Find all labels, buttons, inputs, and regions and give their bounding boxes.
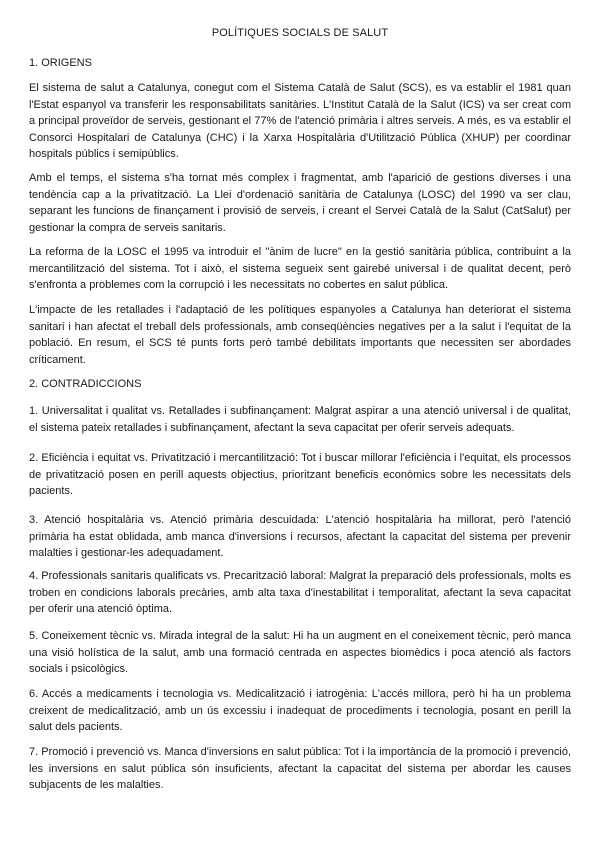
list-item: 5. Coneixement tècnic vs. Mirada integral de la salut: Hi ha un augment en el coneixement tècnic, però manca una visió holística de la salut, amb una formació centrada en aspectes biomèdics i poca atenció als factors socials i psicològics. <box>29 630 571 675</box>
section-heading-origens: 1. ORIGENS <box>29 57 92 69</box>
list-item: 2. Eficiència i equitat vs. Privatització i mercantilització: Tot i buscar millorar l'eficiència i l'equitat, els processos de privatització posen en perill aquests objectius, prioritzant beneficis econòmics sobre les necessitats dels pacients. <box>29 452 571 497</box>
list-item: 3. Atenció hospitalària vs. Atenció primària descuidada: L'atenció hospitalària ha millorat, però l'atenció primària ha estat oblidada, amb manca d'inversions i recursos, afectant la capacitat del sistema per prevenir malalties i gestionar-les adequadament. <box>29 514 571 559</box>
list-item: 1. Universalitat i qualitat vs. Retallades i subfinançament: Malgrat aspirar a una atenció universal i de qualitat, el sistema pateix retallades i subfinançament, afectant la seva capacitat per oferir serveis adequats. <box>29 405 571 434</box>
paragraph: La reforma de la LOSC el 1995 va introduir el "ànim de lucre" en la gestió sanitària pública, contribuint a la mercantilització del sistema. Tot i això, el sistema segueix sent gairebé universal i de qualitat decent, però s'enfronta a problemes com la corrupció i les necessitats no cobertes en salut pública. <box>29 246 571 291</box>
list-item: 4. Professionals sanitaris qualificats vs. Precarització laboral: Malgrat la preparació dels professionals, molts es troben en condicions laborals precàries, amb alta taxa d'inestabilitat i temporalitat, afectant la seva capacitat per oferir una atenció òptima. <box>29 570 571 615</box>
list-item: 7. Promoció i prevenció vs. Manca d'inversions en salut pública: Tot i la importància de la promoció i prevenció, les inversions en salut pública són insuficients, afectant la capacitat del sistema per abordar les causes subjacents de les malalties. <box>29 746 571 791</box>
paragraph: Amb el temps, el sistema s'ha tornat més complex i fragmentat, amb l'aparició de gestions diverses i una tendència cap a la privatització. La Llei d'ordenació sanitària de Catalunya (LOSC) del 1990 va ser clau, separant les funcions de finançament i provisió de serveis, i creant el Servei Català de la Salut (CatSalut) per gestionar la compra de serveis sanitaris. <box>29 172 571 234</box>
section-heading-contradiccions: 2. CONTRADICCIONS <box>29 378 142 390</box>
document-title: POLÍTIQUES SOCIALS DE SALUT <box>211 27 389 39</box>
paragraph: El sistema de salut a Catalunya, conegut com el Sistema Català de Salut (SCS), es va establir el 1981 quan l'Estat espanyol va transferir les responsabilitats sanitàries. L'Institut Català de la Salut (ICS) va ser creat com a principal proveïdor de serveis, gestionant el 77% de l'atenció primària i altres serveis. A més, es va establir el Consorci Hospitalari de Catalunya (CHC) i la Xarxa Hospitalària d'Utilització Pública (XHUP) per coordinar hospitals públics i semipúblics. <box>29 82 571 160</box>
list-item: 6. Accés a medicaments i tecnologia vs. Medicalització i iatrogènia: L'accés millora, però hi ha un problema creixent de medicalització, amb un ús excessiu i inadequat de procediments i tecnologia, posant en perill la salut dels pacients. <box>29 688 571 733</box>
paragraph: L'impacte de les retallades i l'adaptació de les polítiques espanyoles a Catalunya han deteriorat el sistema sanitari i han afectat el treball dels professionals, amb conseqüències negatives per a la salut i l'equitat de la població. En resum, el SCS té punts forts però també debilitats importants que necessiten ser abordades críticament. <box>29 304 571 366</box>
